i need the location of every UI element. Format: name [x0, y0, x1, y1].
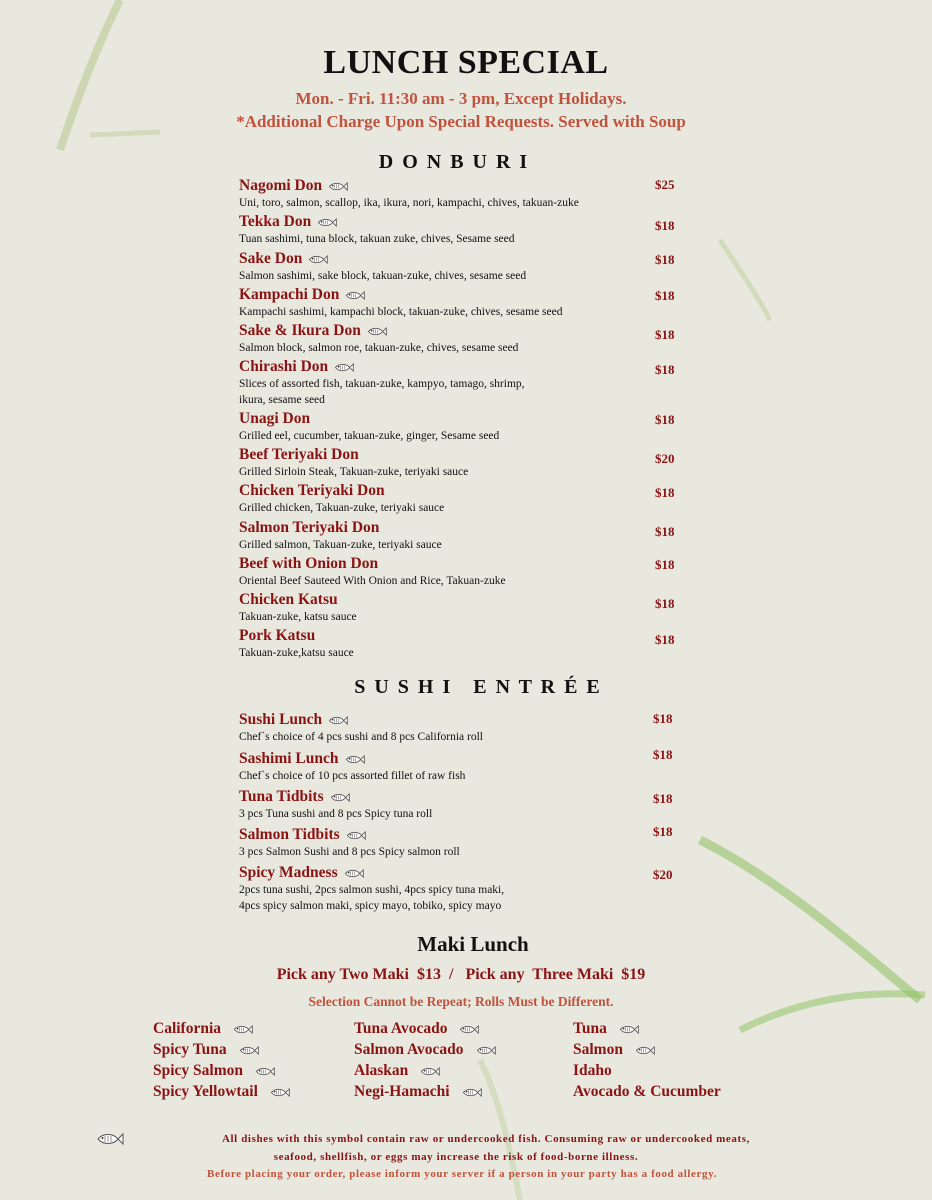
menu-item-description: Grilled eel, cucumber, takuan-zuke, ginger, Sesame seed [239, 430, 500, 442]
page-title: LUNCH SPECIAL [323, 44, 609, 81]
menu-item-description: 2pcs tuna sushi, 2pcs salmon sushi, 4pcs spicy tuna maki, [239, 884, 505, 896]
maki-selection-note: Selection Cannot be Repeat; Rolls Must be Different. [308, 994, 614, 1009]
menu-item-description: Chef`s choice of 4 pcs sushi and 8 pcs California roll [239, 731, 483, 743]
menu-item-name: Chirashi Don [239, 358, 354, 376]
menu-item-name: Sake Don [239, 250, 328, 268]
menu-item-price: $18 [655, 362, 675, 377]
menu-item-name: Pork Katsu [239, 627, 316, 644]
donburi-title: D O N B U R I [378, 151, 530, 173]
fish-icon [345, 754, 365, 765]
menu-item-price: $25 [655, 177, 675, 192]
menu-item-price: $18 [653, 824, 673, 839]
menu-item-name: Salmon Tidbits [239, 826, 366, 844]
menu-item-description: 3 pcs Salmon Sushi and 8 pcs Spicy salmon roll [239, 846, 460, 858]
menu-item-price: $20 [653, 867, 673, 882]
fish-icon [459, 1024, 479, 1035]
maki-roll-item: California [153, 1020, 253, 1038]
menu-item-name: Tuna Tidbits [239, 788, 350, 806]
fish-icon [239, 1045, 259, 1056]
maki-lunch-title: Maki Lunch [417, 932, 529, 956]
menu-item-name: Beef Teriyaki Don [239, 446, 359, 463]
hours-text: Mon. - Fri. 11:30 am - 3 pm, Except Holidays. [295, 89, 627, 108]
maki-roll-item: Alaskan [354, 1062, 440, 1080]
menu-item-description: Chef`s choice of 10 pcs assorted fillet of raw fish [239, 770, 466, 782]
menu-item-description-cont: ikura, sesame seed [239, 394, 325, 406]
menu-item-price: $18 [655, 632, 675, 647]
menu-item-description: 3 pcs Tuna sushi and 8 pcs Spicy tuna roll [239, 808, 433, 820]
footer-illness-warning: seafood, shellfish, or eggs may increase the risk of food-borne illness. [273, 1151, 639, 1163]
menu-item-price: $18 [655, 524, 675, 539]
menu-item-price: $20 [655, 451, 675, 466]
menu-item-price: $18 [655, 557, 675, 572]
maki-roll-item: Tuna [573, 1020, 639, 1038]
maki-roll-item: Salmon [573, 1041, 655, 1059]
fish-icon [476, 1045, 496, 1056]
menu-item-price: $18 [655, 485, 675, 500]
fish-icon [308, 254, 328, 265]
menu-item-name: Sake & Ikura Don [239, 322, 387, 340]
menu-item-description: Grilled chicken, Takuan-zuke, teriyaki sauce [239, 502, 445, 514]
menu-item-price: $18 [653, 791, 673, 806]
menu-item-name: Unagi Don [239, 410, 311, 427]
fish-icon [367, 326, 387, 337]
menu-item-price: $18 [653, 747, 673, 762]
maki-roll-item: Spicy Salmon [153, 1062, 275, 1080]
menu-item-name: Sushi Lunch [239, 711, 348, 729]
fish-icon [328, 181, 348, 192]
fish-icon [619, 1024, 639, 1035]
fish-icon [255, 1066, 275, 1077]
menu-item-price: $18 [655, 596, 675, 611]
menu-item-name: Tekka Don [239, 213, 337, 231]
fish-icon [233, 1024, 253, 1035]
fish-icon [344, 868, 364, 879]
menu-item-description: Takuan-zuke, katsu sauce [239, 611, 357, 623]
maki-roll-item: Avocado & Cucumber [573, 1083, 721, 1100]
fish-icon [328, 715, 348, 726]
menu-item-price: $18 [655, 412, 675, 427]
maki-roll-item: Spicy Yellowtail [153, 1083, 290, 1101]
menu-item-description: Tuan sashimi, tuna block, takuan zuke, chives, Sesame seed [239, 233, 515, 245]
menu-item-name: Chicken Katsu [239, 591, 338, 608]
menu-item-description: Grilled Sirloin Steak, Takuan-zuke, teriyaki sauce [239, 466, 469, 478]
menu-item-price: $18 [655, 288, 675, 303]
menu-item-name: Nagomi Don [239, 177, 348, 195]
menu-item-description-cont: 4pcs spicy salmon maki, spicy mayo, tobiko, spicy mayo [239, 900, 502, 912]
menu-item-price: $18 [655, 327, 675, 342]
menu-item-name: Kampachi Don [239, 286, 365, 304]
menu-item-description: Takuan-zuke,katsu sauce [239, 647, 354, 659]
menu-item-name: Chicken Teriyaki Don [239, 482, 385, 499]
fish-icon [462, 1087, 482, 1098]
maki-roll-item: Spicy Tuna [153, 1041, 259, 1059]
menu-item-description: Salmon block, salmon roe, takuan-zuke, chives, sesame seed [239, 342, 519, 354]
fish-icon [345, 290, 365, 301]
fish-icon [346, 830, 366, 841]
special-request-note: *Additional Charge Upon Special Requests. Served with Soup [236, 112, 686, 131]
menu-item-description: Grilled salmon, Takuan-zuke, teriyaki sauce [239, 539, 442, 551]
maki-roll-item: Salmon Avocado [354, 1041, 496, 1059]
fish-icon [317, 217, 337, 228]
maki-roll-item: Tuna Avocado [354, 1020, 479, 1038]
menu-item-price: $18 [653, 711, 673, 726]
menu-item-price: $18 [655, 252, 675, 267]
fish-icon [330, 792, 350, 803]
menu-item-description: Oriental Beef Sauteed With Onion and Rice, Takuan-zuke [239, 575, 506, 587]
menu-item-name: Salmon Teriyaki Don [239, 519, 380, 536]
menu-item-description: Uni, toro, salmon, scallop, ika, ikura, nori, kampachi, chives, takuan-zuke [239, 197, 579, 209]
fish-icon [635, 1045, 655, 1056]
sushi-entree-title: S U S H I E N T R É E [354, 676, 602, 698]
footer-allergy-note: Before placing your order, please inform your server if a person in your party has a food allergy. [207, 1168, 717, 1180]
menu-item-name: Sashimi Lunch [239, 750, 365, 768]
maki-roll-item: Idaho [573, 1062, 612, 1079]
fish-icon [420, 1066, 440, 1077]
menu-item-name: Beef with Onion Don [239, 555, 379, 572]
menu-item-description: Slices of assorted fish, takuan-zuke, kampyo, tamago, shrimp, [239, 378, 525, 390]
fish-icon [270, 1087, 290, 1098]
maki-pricing: Pick any Two Maki $13 / Pick any Three Maki $19 [276, 966, 646, 983]
menu-item-name: Spicy Madness [239, 864, 364, 882]
maki-roll-item: Negi-Hamachi [354, 1083, 482, 1101]
footer-raw-warning: All dishes with this symbol contain raw or undercooked fish. Consuming raw or undercooked meats, [221, 1133, 750, 1145]
menu-item-price: $18 [655, 218, 675, 233]
menu-item-description: Kampachi sashimi, kampachi block, takuan-zuke, chives, sesame seed [239, 306, 563, 318]
menu-item-description: Salmon sashimi, sake block, takuan-zuke, chives, sesame seed [239, 270, 527, 282]
fish-icon [334, 362, 354, 373]
